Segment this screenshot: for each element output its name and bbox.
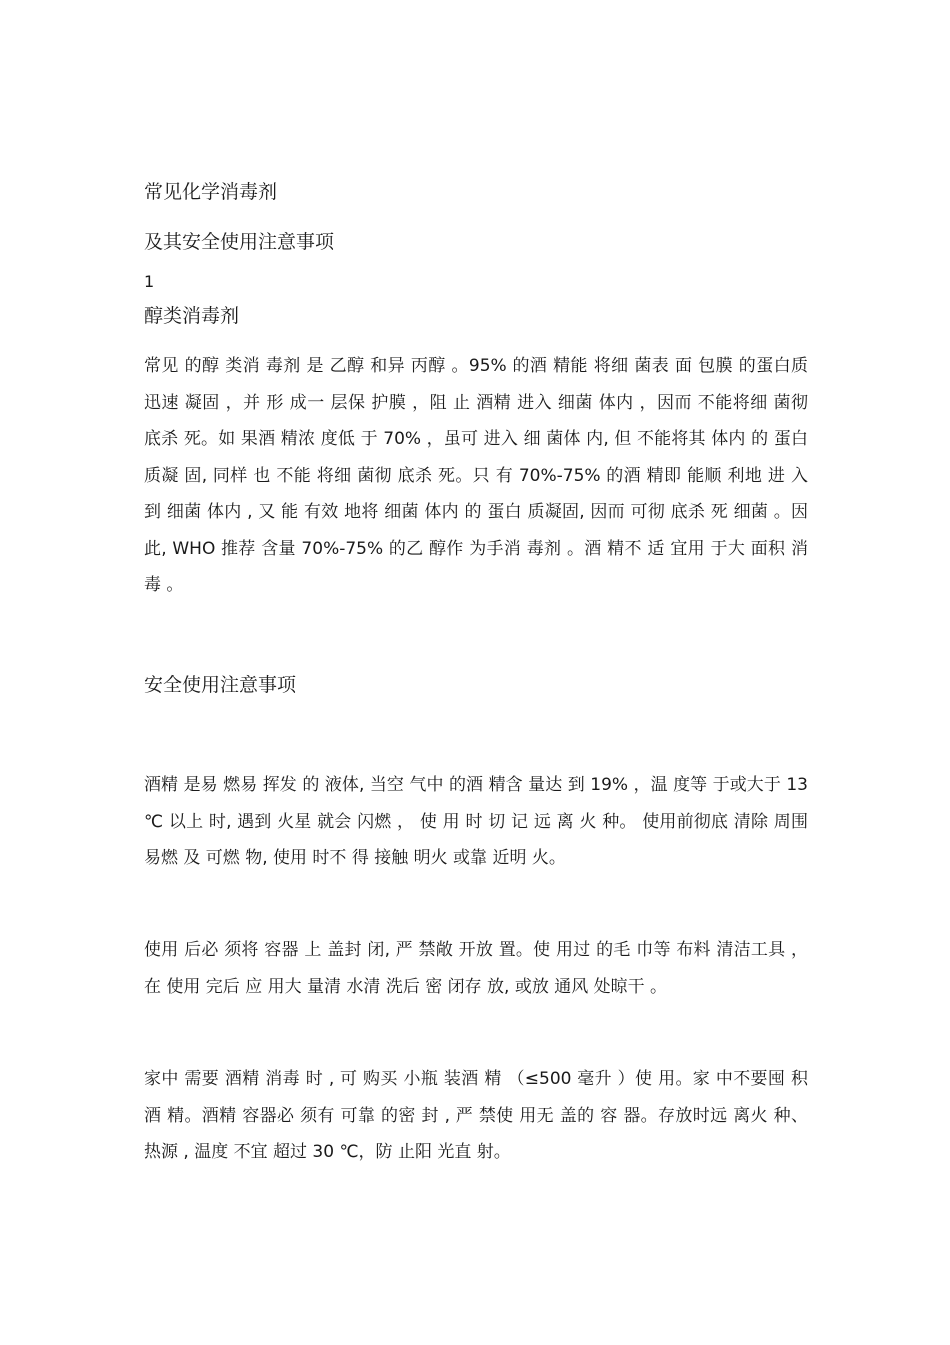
section-title: 醇类消毒剂 [144,305,240,327]
safety-paragraph-3: 家中 需要 酒精 消毒 时 , 可 购买 小瓶 装酒 精 （≤500 毫升 ）使 用。家 中不要囤 积酒 精。酒精 容器必 须有 可靠 的密 封 , 严 禁使 用无 盖的 容 器。存放时远 离火 种、 热源 , 温度 不宜 超过 30 ℃，防 止阳 光直 射。 [144,1069,808,1162]
document-title-line-2: 及其安全使用注意事项 [144,231,335,253]
safety-heading: 安全使用注意事项 [144,674,297,696]
safety-paragraph-1: 酒精 是易 燃易 挥发 的 液体, 当空 气中 的酒 精含 量达 到 19% ，温 度等 于或大于 13 ℃ 以上 时, 遇到 火星 就会 闪燃 ， 使 用 时 切 记 远 离 火 种。 使用前彻底 清除 周围 易燃 及 可燃 物, 使用 时不 得 接触 明火 或靠 近明 火。 [144,775,808,868]
section-number: 1 [144,272,155,291]
intro-paragraph: 常见 的醇 类消 毒剂 是 乙醇 和异 丙醇 。95% 的酒 精能 将细 菌表 面 包膜 的蛋白质 迅速 凝固 ，并 形 成一 层保 护膜 ，阻 止 酒精 进入 细菌 体内 ，因而 不能将细 菌彻 底杀 死。如 果酒 精浓 度低 于 70% ，虽可 进入 细 菌体 内, 但 不能将其 体内 的 蛋白 质凝 固, 同样 也 不能 将细 菌彻 底杀 死。只 有 70%-75% 的酒 精即 能顺 利地 进 入到 细菌 体内 , 又 能 有效 地将 细菌 体内 的 蛋白 质凝固, 因而 可彻 底杀 死 细菌 。因 此, WHO 推荐 含量 70%-75% 的乙 醇作 为手消 毒剂 。酒 精不 适 宜用 于大 面积 消毒 。 [144,356,808,595]
document-title-line-1: 常见化学消毒剂 [144,181,278,203]
safety-paragraph-2: 使用 后必 须将 容器 上 盖封 闭, 严 禁敞 开放 置。使 用过 的毛 巾等 布料 清洁工具 ，在 使用 完后 应 用大 量清 水清 洗后 密 闭存 放, 或放 通风 处晾干 。 [144,940,808,997]
